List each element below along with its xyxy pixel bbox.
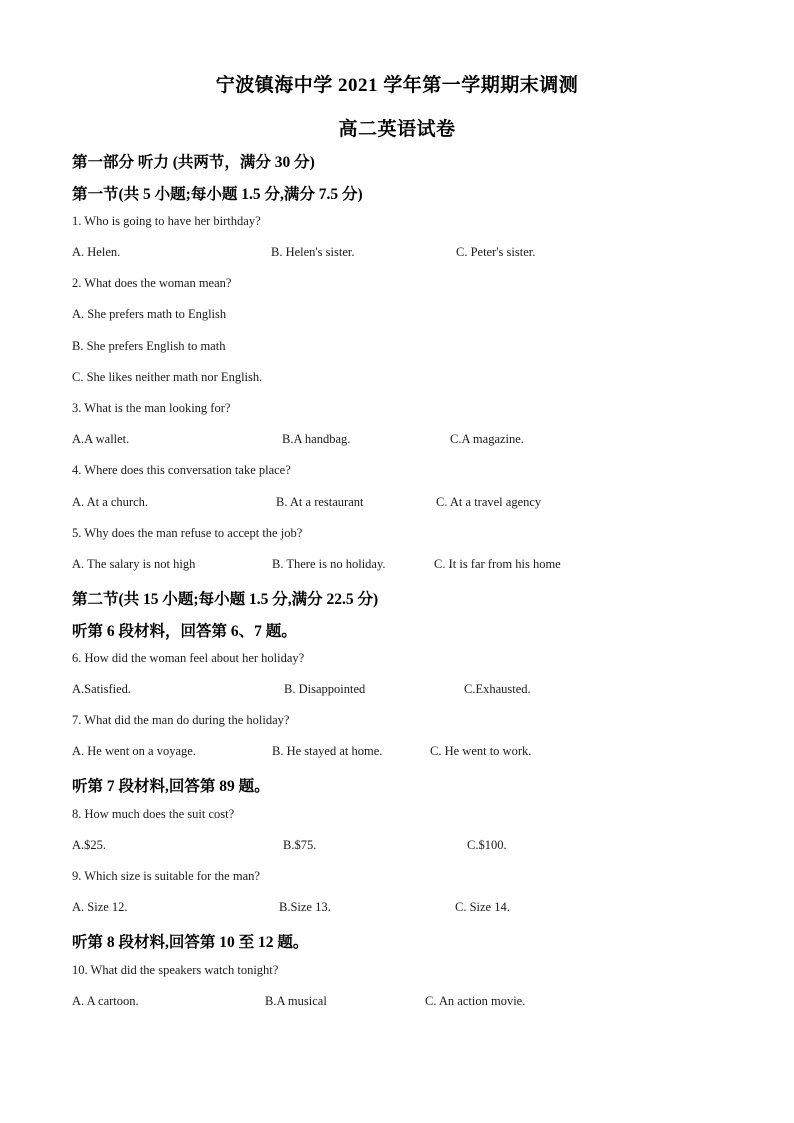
q3-option-b: B.A handbag. — [282, 432, 351, 446]
exam-title: 宁波镇海中学 2021 学年第一学期期末调测 — [215, 75, 579, 96]
q1-option-c: C. Peter's sister. — [456, 245, 536, 259]
q6-option-a: A.Satisfied. — [72, 682, 132, 696]
q4-option-c: C. At a travel agency — [436, 495, 542, 509]
question-5: 5. Why does the man refuse to accept the job? — [72, 526, 303, 540]
question-10: 10. What did the speakers watch tonight? — [72, 963, 279, 977]
exam-subtitle: 高二英语试卷 — [338, 119, 456, 140]
question-6: 6. How did the woman feel about her holiday? — [72, 651, 305, 665]
q8-option-b: B.$75. — [283, 838, 317, 852]
question-1: 1. Who is going to have her birthday? — [72, 214, 261, 228]
q3-option-a: A.A wallet. — [72, 432, 130, 446]
q2-option-b: B. She prefers English to math — [72, 339, 226, 353]
part1-heading: 第一部分 听力 (共两节，满分 30 分) — [72, 154, 315, 171]
q7-option-b: B. He stayed at home. — [272, 744, 383, 758]
q8-option-c: C.$100. — [467, 838, 507, 852]
question-7: 7. What did the man do during the holiday? — [72, 713, 290, 727]
q10-option-a: A. A cartoon. — [72, 994, 139, 1008]
question-8: 8. How much does the suit cost? — [72, 807, 235, 821]
q3-option-c: C.A magazine. — [450, 432, 524, 446]
q6-option-b: B. Disappointed — [284, 682, 366, 696]
q2-option-a: A. She prefers math to English — [72, 307, 227, 321]
section2-heading: 第二节(共 15 小题;每小题 1.5 分,满分 22.5 分) — [72, 591, 379, 608]
material-7-heading: 听第 7 段材料,回答第 89 题。 — [72, 778, 270, 795]
q10-option-c: C. An action movie. — [425, 994, 526, 1008]
q5-option-a: A. The salary is not high — [72, 557, 196, 571]
q1-option-b: B. Helen's sister. — [271, 245, 355, 259]
q10-option-b: B.A musical — [265, 994, 327, 1008]
question-9: 9. Which size is suitable for the man? — [72, 869, 260, 883]
q7-option-c: C. He went to work. — [430, 744, 532, 758]
question-4: 4. Where does this conversation take place? — [72, 463, 291, 477]
q5-option-b: B. There is no holiday. — [272, 557, 386, 571]
q9-option-c: C. Size 14. — [455, 900, 510, 914]
q6-option-c: C.Exhausted. — [464, 682, 531, 696]
q9-option-a: A. Size 12. — [72, 900, 128, 914]
q2-option-c: C. She likes neither math nor English. — [72, 370, 263, 384]
material-6-heading: 听第 6 段材料，回答第 6、7 题。 — [72, 623, 297, 640]
q1-option-a: A. Helen. — [72, 245, 121, 259]
material-8-heading: 听第 8 段材料,回答第 10 至 12 题。 — [72, 934, 309, 951]
q7-option-a: A. He went on a voyage. — [72, 744, 196, 758]
q9-option-b: B.Size 13. — [279, 900, 331, 914]
q8-option-a: A.$25. — [72, 838, 107, 852]
q5-option-c: C. It is far from his home — [434, 557, 561, 571]
section1-heading: 第一节(共 5 小题;每小题 1.5 分,满分 7.5 分) — [72, 186, 363, 203]
q4-option-a: A. At a church. — [72, 495, 149, 509]
q4-option-b: B. At a restaurant — [276, 495, 364, 509]
question-2: 2. What does the woman mean? — [72, 276, 232, 290]
question-3: 3. What is the man looking for? — [72, 401, 231, 415]
